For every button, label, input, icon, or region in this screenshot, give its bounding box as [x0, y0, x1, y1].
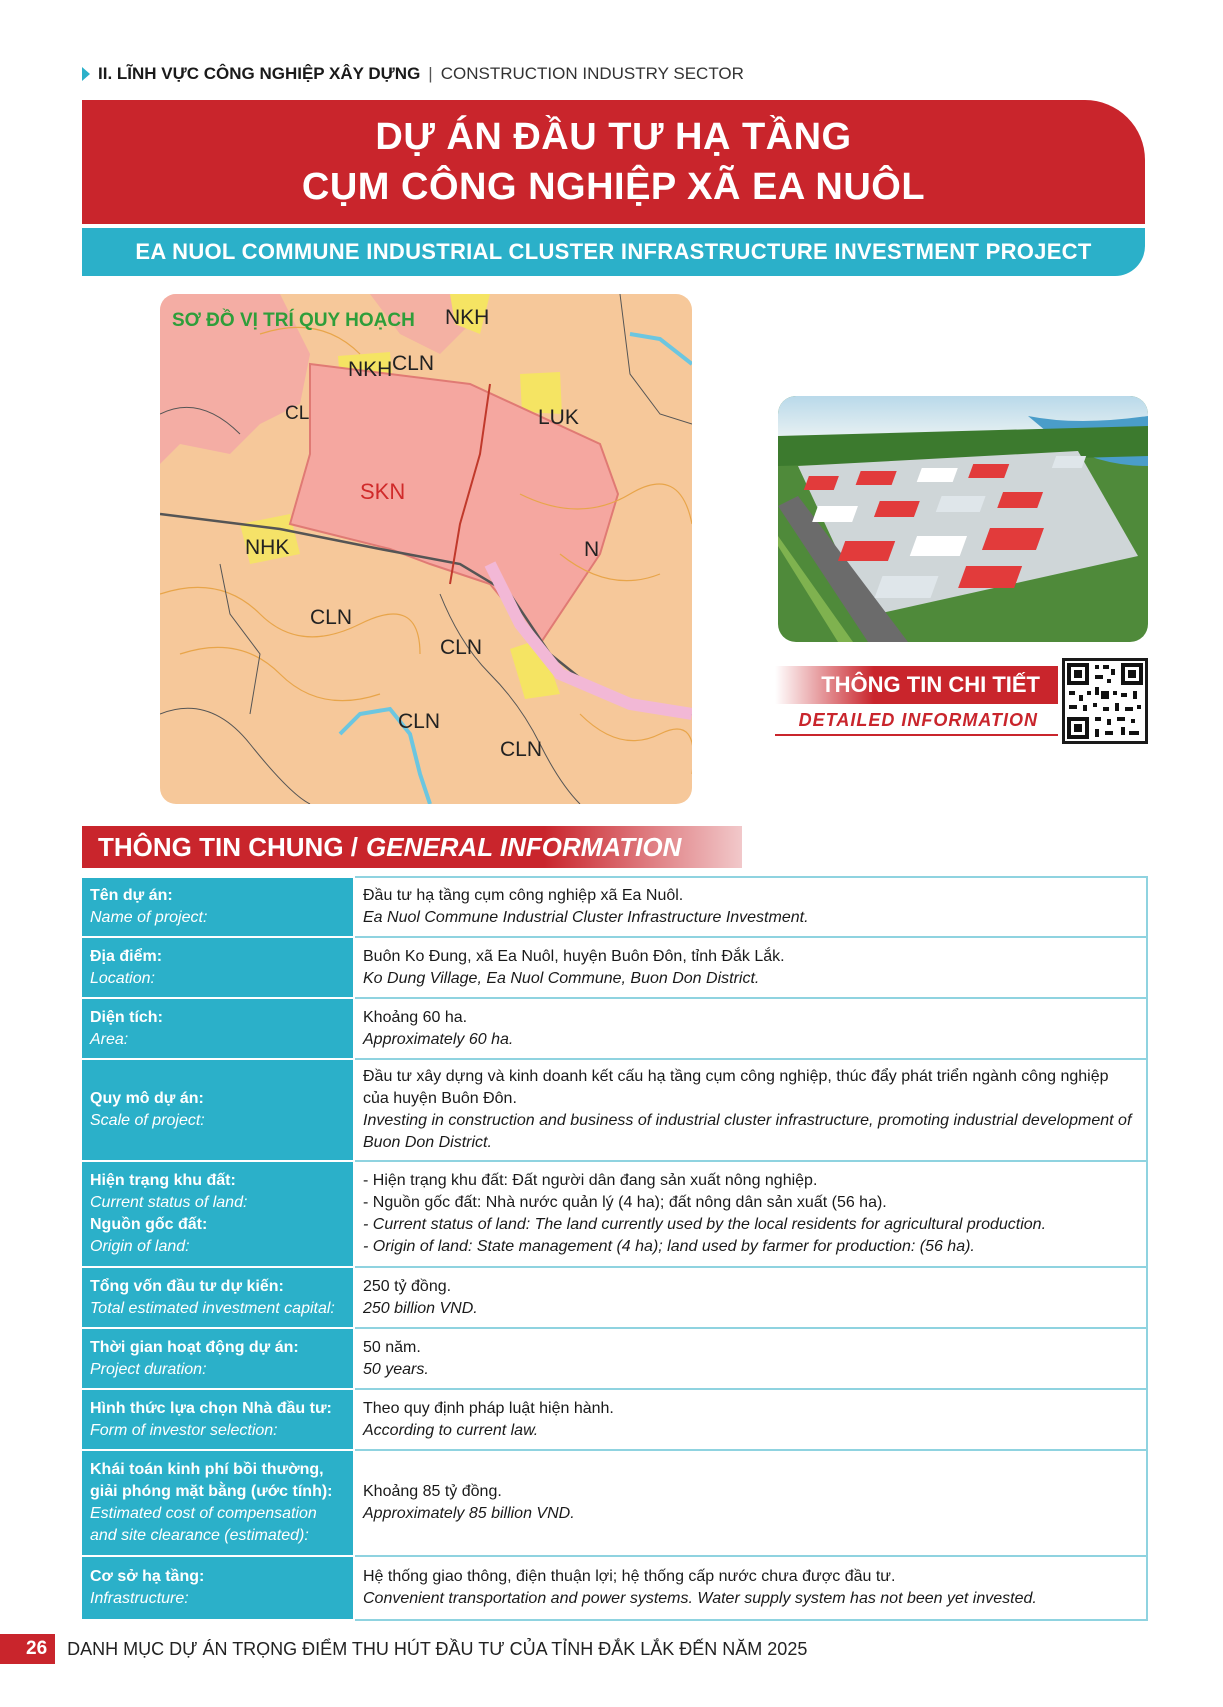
- label-en: Area:: [90, 1030, 129, 1048]
- value-vi: Đầu tư hạ tầng cụm công nghiệp xã Ea Nuôl.: [363, 887, 684, 904]
- label-en: Project duration:: [90, 1360, 207, 1378]
- row-label: [82, 1161, 354, 1267]
- value-en: Investing in construction and business of industrial cluster infrastructure, promoting industrial development of Buon Don District.: [363, 1112, 1132, 1151]
- map-label: CL: [285, 403, 310, 424]
- value-vi: - Nguồn gốc đất: Nhà nước quản lý (4 ha); đất nông dân sản xuất (56 ha).: [363, 1194, 887, 1211]
- value-vi: - Hiện trạng khu đất: Đất người dân đang sản xuất nông nghiệp.: [363, 1172, 818, 1189]
- value-en: Approximately 60 ha.: [363, 1030, 514, 1048]
- page-number: 26: [0, 1634, 55, 1664]
- value-vi: 50 năm.: [363, 1338, 421, 1356]
- map-label: CLN: [310, 606, 353, 629]
- detail-info-en: DETAILED INFORMATION: [798, 709, 1038, 730]
- map-label: CLN: [500, 738, 543, 761]
- section-title-vi: II. LĨNH VỰC CÔNG NGHIỆP XÂY DỰNG: [98, 64, 421, 83]
- value-en: Convenient transportation and power systems. Water supply system has not been yet invested.: [363, 1590, 1037, 1607]
- row-label: [82, 1267, 354, 1328]
- map-label: LUK: [538, 406, 579, 429]
- general-info-heading-en: GENERAL INFORMATION: [366, 831, 682, 862]
- value-vi: Khoảng 60 ha.: [363, 1008, 468, 1026]
- label-en: Total estimated investment capital:: [90, 1299, 335, 1317]
- value-vi: Buôn Ko Đung, xã Ea Nuôl, huyện Buôn Đôn, tỉnh Đắk Lắk.: [363, 947, 785, 965]
- value-vi: Khoảng 85 tỷ đồng.: [363, 1483, 502, 1500]
- general-info-heading-vi: THÔNG TIN CHUNG /: [98, 831, 358, 862]
- row-value: [354, 1328, 1147, 1389]
- row-value: [354, 1267, 1147, 1328]
- page-footer: [0, 1634, 807, 1664]
- detail-info-banner: [775, 666, 1058, 736]
- detail-info-bar-vi: [775, 666, 1058, 704]
- label-vi: Cơ sở hạ tầng:: [90, 1568, 205, 1585]
- row-value: [354, 998, 1147, 1059]
- table-row: [82, 1267, 1147, 1328]
- value-en: Ea Nuol Commune Industrial Cluster Infrastructure Investment.: [363, 909, 809, 926]
- table-row: [82, 1556, 1147, 1620]
- table-row: [82, 937, 1147, 998]
- planning-map: [160, 294, 692, 804]
- value-vi: Theo quy định pháp luật hiện hành.: [363, 1399, 614, 1417]
- play-arrow-icon: [82, 67, 90, 81]
- label-vi: Hình thức lựa chọn Nhà đầu tư:: [90, 1399, 332, 1417]
- map-label-skn: SKN: [360, 479, 406, 504]
- project-subtitle-en: EA NUOL COMMUNE INDUSTRIAL CLUSTER INFRASTRUCTURE INVESTMENT PROJECT: [135, 239, 1092, 264]
- footer-title: DANH MỤC DỰ ÁN TRỌNG ĐIỂM THU HÚT ĐẦU TƯ CỦA TỈNH ĐẮK LẮK ĐẾN NĂM 2025: [67, 1638, 808, 1659]
- section-title-en: CONSTRUCTION INDUSTRY SECTOR: [440, 64, 744, 83]
- label-en: Infrastructure:: [90, 1590, 189, 1607]
- table-row: [82, 1059, 1147, 1161]
- map-label: NHK: [245, 536, 290, 559]
- label-vi: Diện tích:: [90, 1008, 163, 1026]
- row-value: [354, 1556, 1147, 1620]
- map-drawing: [160, 294, 692, 804]
- row-value: [354, 1389, 1147, 1450]
- section-header: [82, 64, 744, 84]
- label-en: Origin of land:: [90, 1238, 190, 1255]
- detail-info-bar-en: [775, 706, 1058, 736]
- row-label: [82, 1556, 354, 1620]
- row-label: [82, 1328, 354, 1389]
- table-row: [82, 1450, 1147, 1556]
- row-value: [354, 1161, 1147, 1267]
- map-label: N: [584, 538, 600, 561]
- map-label: CLN: [440, 636, 483, 659]
- table-row: [82, 998, 1147, 1059]
- row-value: [354, 1059, 1147, 1161]
- row-label: [82, 1389, 354, 1450]
- row-value: [354, 1450, 1147, 1556]
- label-vi: Hiện trạng khu đất:: [90, 1172, 236, 1189]
- value-vi: Hệ thống giao thông, điện thuận lợi; hệ thống cấp nước chưa được đầu tư.: [363, 1568, 896, 1585]
- table-row: [82, 1389, 1147, 1450]
- table-row: [82, 1161, 1147, 1267]
- qr-code-icon[interactable]: [1062, 658, 1148, 744]
- map-title: SƠ ĐỒ VỊ TRÍ QUY HOẠCH: [172, 310, 415, 331]
- project-title-line1: DỰ ÁN ĐẦU TƯ HẠ TẦNG: [375, 116, 852, 158]
- industrial-park-image: [778, 396, 1148, 642]
- map-label: CLN: [392, 352, 435, 375]
- qr-code-pattern: [1065, 661, 1145, 741]
- label-vi: Thời gian hoạt động dự án:: [90, 1338, 299, 1356]
- value-en: 50 years.: [363, 1360, 429, 1378]
- label-en: Location:: [90, 969, 155, 987]
- value-en: Approximately 85 billion VND.: [363, 1505, 575, 1522]
- row-label: [82, 877, 354, 937]
- project-title-band: [82, 100, 1145, 224]
- project-title-line2: CỤM CÔNG NGHIỆP XÃ EA NUÔL: [301, 166, 926, 208]
- value-vi: 250 tỷ đồng.: [363, 1277, 452, 1295]
- map-label: NKH: [348, 358, 393, 381]
- label-vi: Quy mô dự án:: [90, 1090, 204, 1107]
- label-vi: Khái toán kinh phí bồi thường, giải phóng mặt bằng (ước tính):: [90, 1461, 333, 1500]
- value-en: 250 billion VND.: [363, 1299, 478, 1317]
- value-vi: Đầu tư xây dựng và kinh doanh kết cấu hạ tầng cụm công nghiệp, thúc đẩy phát triển ngành công nghiệp của huyện Buôn Đôn.: [363, 1068, 1109, 1107]
- row-label: [82, 937, 354, 998]
- row-label: [82, 1059, 354, 1161]
- detail-info-vi: THÔNG TIN CHI TIẾT: [821, 672, 1040, 697]
- label-vi: Tên dự án:: [90, 887, 173, 904]
- section-separator: |: [428, 64, 433, 83]
- label-en: Form of investor selection:: [90, 1421, 278, 1439]
- value-en: According to current law.: [363, 1421, 539, 1439]
- industrial-park-rendering: [778, 396, 1148, 642]
- general-info-heading: [82, 826, 742, 868]
- label-vi: Tổng vốn đầu tư dự kiến:: [90, 1277, 284, 1295]
- label-en: Scale of project:: [90, 1112, 205, 1129]
- label-en: Current status of land:: [90, 1194, 248, 1211]
- table-row: [82, 1328, 1147, 1389]
- label-en: Name of project:: [90, 909, 208, 926]
- value-en: - Origin of land: State management (4 ha); land used by farmer for production: (56 ha).: [363, 1238, 975, 1255]
- map-label: NKH: [445, 306, 490, 329]
- row-value: [354, 877, 1147, 937]
- table-row: [82, 877, 1147, 937]
- project-subtitle-band: [82, 228, 1145, 276]
- row-value: [354, 937, 1147, 998]
- label-en: Estimated cost of compensation and site clearance (estimated):: [90, 1505, 317, 1544]
- map-label: CLN: [398, 710, 441, 733]
- value-en: Ko Dung Village, Ea Nuol Commune, Buon Don District.: [363, 969, 760, 987]
- label-vi: Nguồn gốc đất:: [90, 1216, 208, 1233]
- label-vi: Địa điểm:: [90, 947, 163, 965]
- general-info-table: [82, 876, 1148, 1621]
- row-label: [82, 998, 354, 1059]
- value-en: - Current status of land: The land currently used by the local residents for agricultural production.: [363, 1216, 1047, 1233]
- row-label: [82, 1450, 354, 1556]
